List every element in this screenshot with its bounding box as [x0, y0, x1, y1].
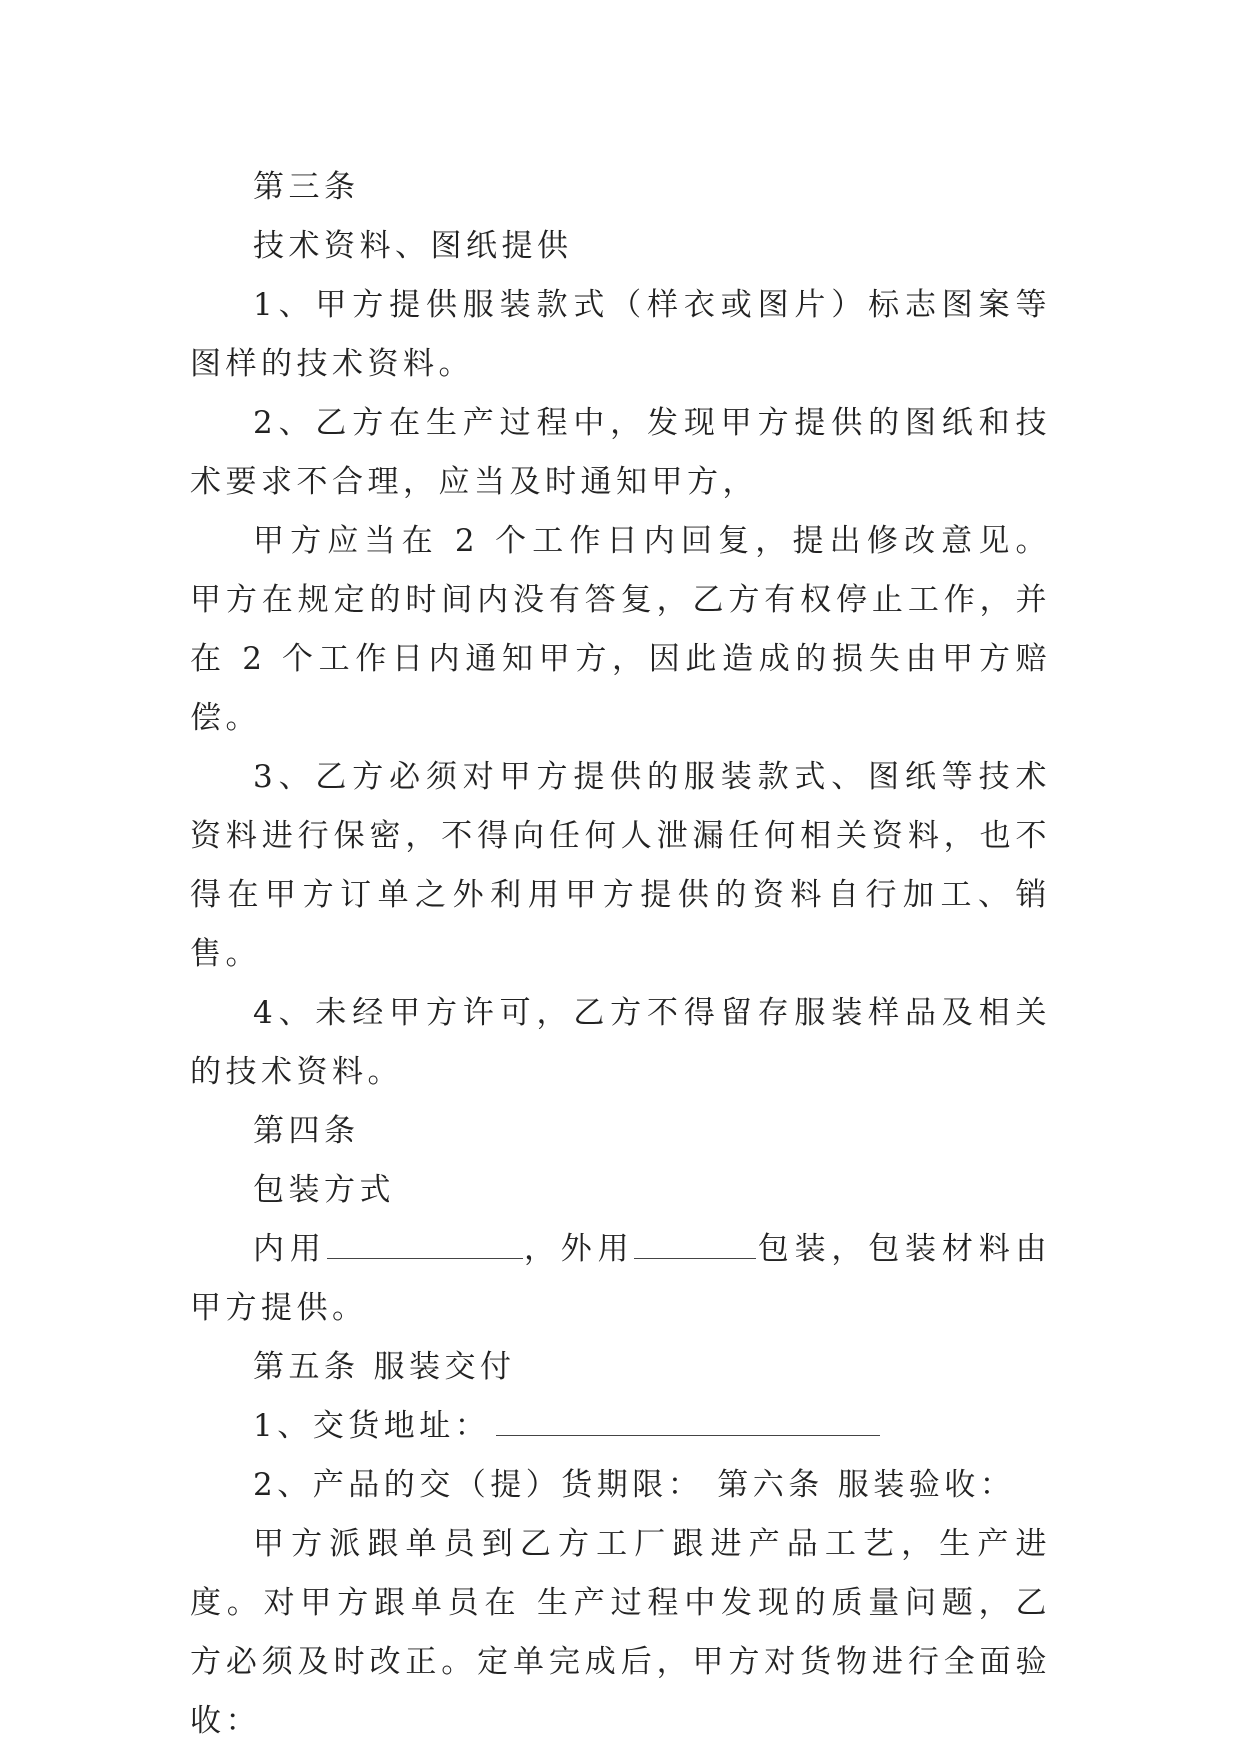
- article-5-item-1: [190, 1397, 1051, 1456]
- article-6-clause-1: 甲方派跟单员到乙方工厂跟进产品工艺，生产进度。对甲方跟单员在 生产过程中发现的质量问题，乙方必须及时改正。定单完成后，甲方对货物进行全面验收：: [190, 1526, 1051, 1739]
- delivery-address-blank: [496, 1405, 880, 1436]
- article-3-clause-2: 2、乙方在生产过程中，发现甲方提供的图纸和技术要求不合理，应当及时通知甲方，: [190, 405, 1051, 500]
- outer-packaging-label: ，外用: [522, 1231, 635, 1267]
- delivery-address-label: 1、交货地址：: [253, 1408, 491, 1444]
- article-6-heading: 第六条: [717, 1467, 824, 1503]
- packaging-material-text: 包装，包装材料由甲方提供。: [190, 1231, 1052, 1326]
- inner-packaging-blank: [327, 1228, 523, 1259]
- article-6-title: 服装验收：: [837, 1467, 1016, 1503]
- article-3-clause-2-cont: 甲方应当在 2 个工作日内回复，提出修改意见。甲方在规定的时间内没有答复，乙方有权停止工作，并在 2 个工作日内通知甲方，因此造成的损失由甲方赔偿。: [190, 523, 1051, 736]
- article-4-packaging: [190, 1220, 1051, 1338]
- article-3-heading: 第三条: [253, 169, 360, 205]
- inner-packaging-label: 内用: [253, 1231, 327, 1267]
- article-3-clause-1: 1、甲方提供服装款式（样衣或图片）标志图案等图样的技术资料。: [190, 287, 1051, 382]
- article-5-heading-line: [190, 1338, 1051, 1397]
- article-3-clause-3: 3、乙方必须对甲方提供的服装款式、图纸等技术资料进行保密，不得向任何人泄漏任何相关资料，也不得在甲方订单之外利用甲方提供的资料自行加工、销售。: [190, 759, 1051, 972]
- article-3-title: 技术资料、图纸提供: [253, 228, 573, 264]
- article-5-item-2: [190, 1456, 1051, 1515]
- article-5-heading: 第五条: [253, 1349, 360, 1385]
- document-body: [190, 158, 1051, 1751]
- delivery-deadline-label: 2、产品的交（提）货期限：: [253, 1467, 704, 1503]
- article-4-title: 包装方式: [253, 1172, 395, 1208]
- article-3-clause-4: 4、未经甲方许可，乙方不得留存服装样品及相关的技术资料。: [190, 995, 1051, 1090]
- outer-packaging-blank: [634, 1228, 756, 1259]
- article-4-heading: 第四条: [253, 1113, 360, 1149]
- article-5-title: 服装交付: [373, 1349, 516, 1385]
